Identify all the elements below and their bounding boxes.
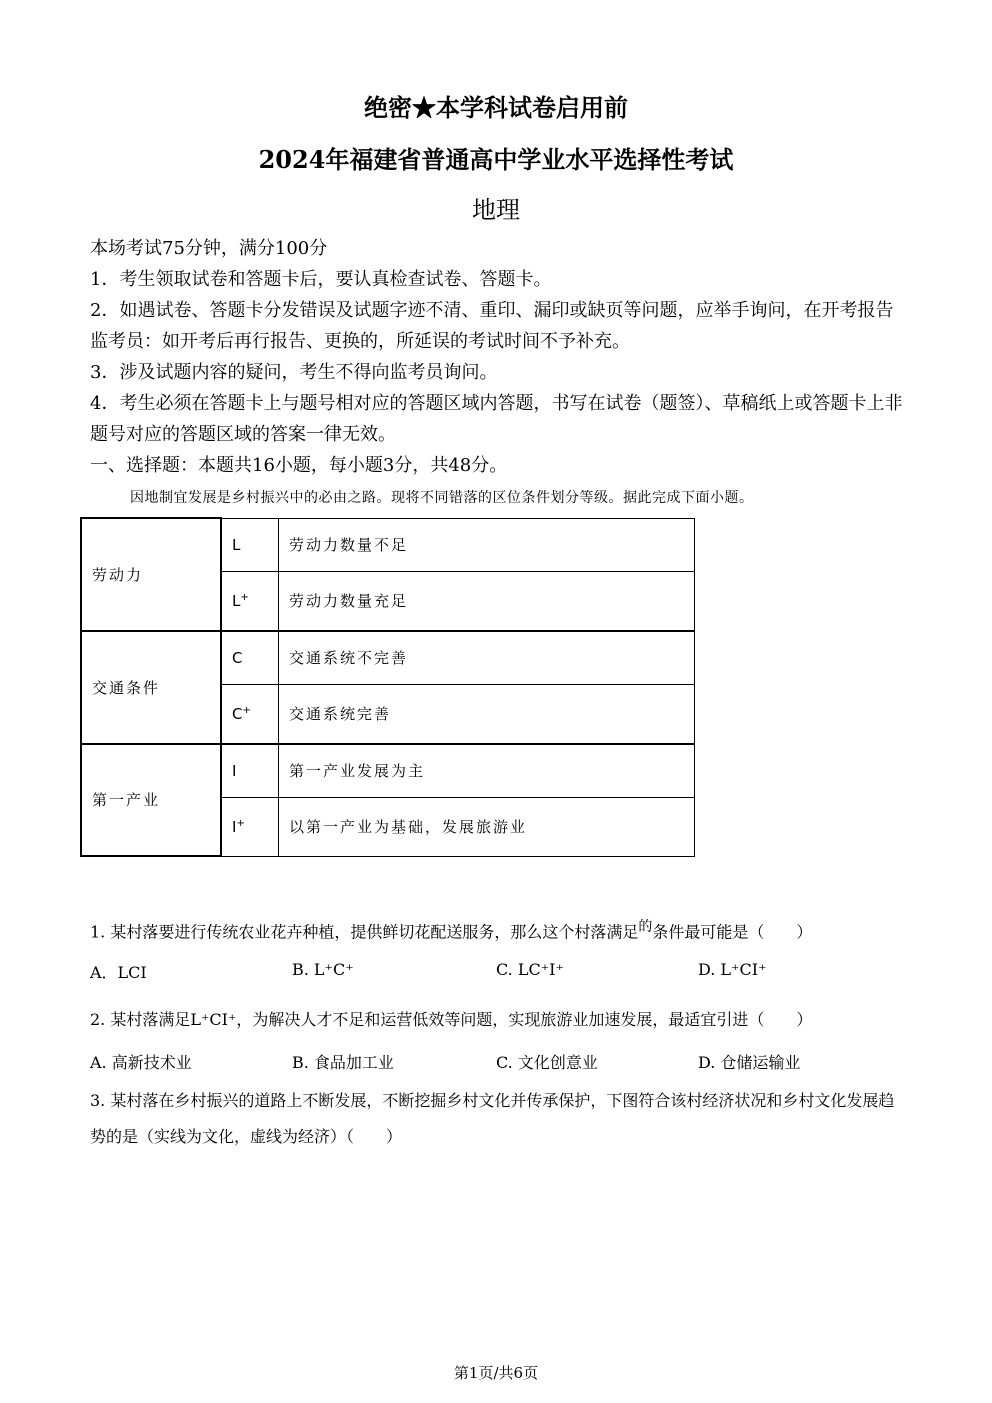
question-1-option-c[interactable]: C. LC⁺I⁺ bbox=[496, 960, 564, 979]
code-cell: L+ bbox=[221, 571, 279, 631]
desc-cell: 劳动力数量不足 bbox=[279, 518, 695, 571]
desc-cell: 交通系统完善 bbox=[279, 684, 695, 744]
desc-cell: 劳动力数量充足 bbox=[279, 571, 695, 631]
question-1-stem: 1. 某村落要进行传统农业花卉种植，提供鲜切花配送服务，那么这个村落满足$^的$条件最可能是（ ） bbox=[90, 919, 813, 942]
code-cell: C+ bbox=[221, 684, 279, 744]
code-cell: I bbox=[221, 744, 279, 798]
question-2-stem: 2. 某村落满足L⁺CI⁺，为解决人才不足和运营低效等问题，实现旅游业加速发展，最适宜引进（ ） bbox=[90, 1010, 813, 1029]
question-3-stem: 3. 某村落在乡村振兴的道路上不断发展，不断挖掘乡村文化并传承保护，下图符合该村经济状况和乡村文化发展趋势的是（实线为文化，虚线为经济）（ ） bbox=[90, 1091, 895, 1146]
question-2-option-c[interactable]: C. 文化创意业 bbox=[496, 1053, 598, 1072]
question-1-option-b[interactable]: B. L⁺C⁺ bbox=[292, 960, 354, 979]
code-cell: I+ bbox=[221, 797, 279, 856]
instruction-3: 3．涉及试题内容的疑问，考生不得向监考员询问。 bbox=[90, 362, 498, 383]
section-title: 一、选择题：本题共16小题，每小题3分，共48分。 bbox=[90, 455, 508, 476]
exam-info: 本场考试75分钟，满分100分 bbox=[90, 238, 328, 259]
section-intro: 因地制宜发展是乡村振兴中的必由之路。现将不同错落的区位条件划分等级。据此完成下面小题。 bbox=[130, 490, 754, 506]
question-1-option-a[interactable]: A．LCI bbox=[90, 963, 147, 982]
confidential-heading: 绝密★本学科试卷启用前 bbox=[364, 93, 628, 122]
code-cell: C bbox=[221, 631, 279, 685]
category-cell: 交通条件 bbox=[81, 631, 221, 744]
desc-cell: 以第一产业为基础，发展旅游业 bbox=[279, 797, 695, 856]
question-2-option-a[interactable]: A. 高新技术业 bbox=[90, 1053, 192, 1072]
question-2-option-d[interactable]: D. 仓储运输业 bbox=[698, 1053, 801, 1072]
desc-cell: 第一产业发展为主 bbox=[279, 744, 695, 798]
category-cell: 第一产业 bbox=[81, 744, 221, 857]
desc-cell: 交通系统不完善 bbox=[279, 631, 695, 685]
exam-title: 2024年福建省普通高中学业水平选择性考试 bbox=[258, 145, 734, 174]
question-2-option-b[interactable]: B. 食品加工业 bbox=[292, 1053, 394, 1072]
page-number: 第1页/共6页 bbox=[453, 1364, 539, 1382]
instruction-1: 1．考生领取试卷和答题卡后，要认真检查试卷、答题卡。 bbox=[90, 269, 552, 290]
question-1-option-d[interactable]: D. L⁺CI⁺ bbox=[698, 960, 767, 979]
instruction-4: 4．考生必须在答题卡上与题号相对应的答题区域内答题，书写在试卷（题签）、草稿纸上或答题卡上非题号对应的答题区域的答案一律无效。 bbox=[90, 393, 903, 445]
code-cell: L bbox=[221, 518, 279, 571]
instruction-2: 2．如遇试卷、答题卡分发错误及试题字迹不清、重印、漏印或缺页等问题，应举手询问，在开考报告监考员：如开考后再行报告、更换的，所延误的考试时间不予补充。 bbox=[90, 300, 894, 352]
subject-title: 地理 bbox=[472, 196, 520, 224]
location-conditions-table bbox=[80, 517, 695, 857]
category-cell: 劳动力 bbox=[81, 518, 221, 631]
